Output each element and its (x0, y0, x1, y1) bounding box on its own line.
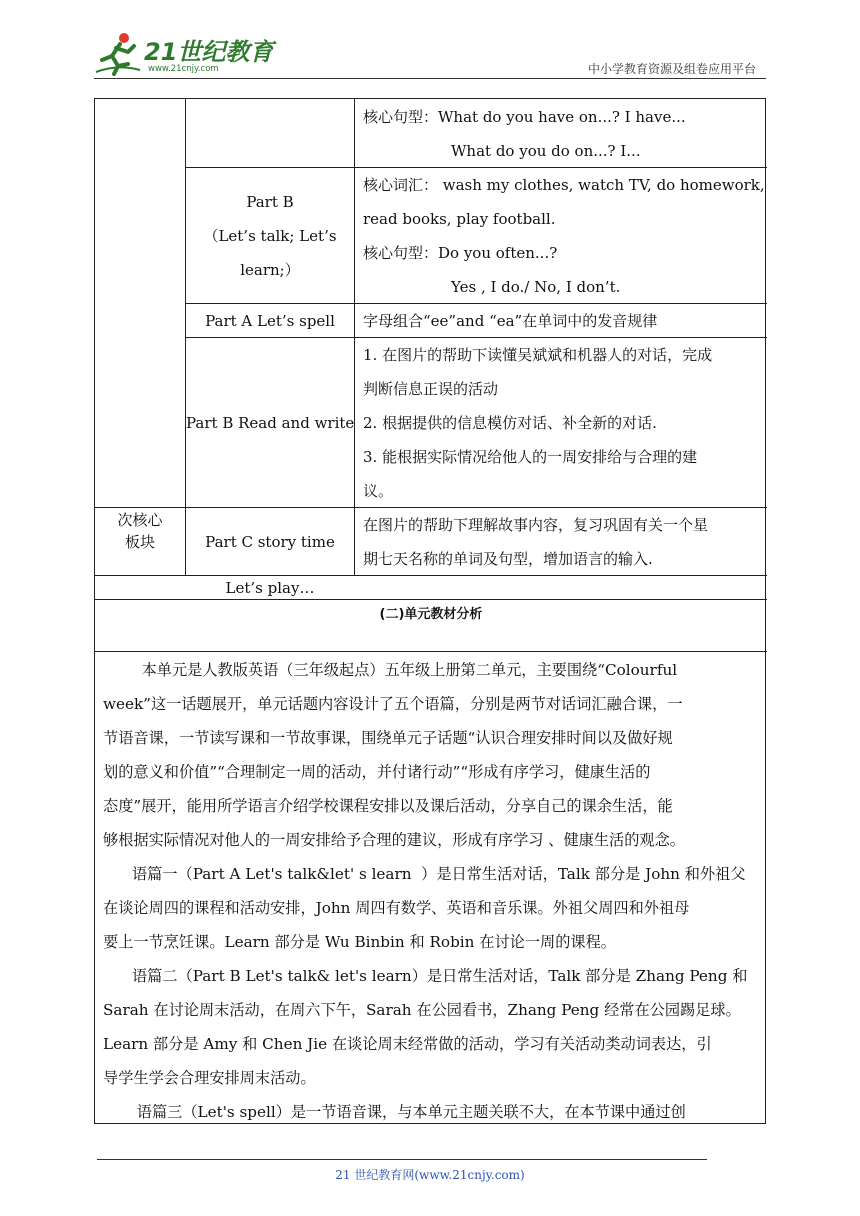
runner-logo-icon (94, 30, 142, 76)
footer-link[interactable]: 21 世纪教育网(www.21cnjy.com) (335, 1168, 525, 1182)
row5-part: Part C story time (205, 533, 335, 551)
row2-part-line3: learn;） (240, 261, 300, 279)
row3-part: Part A Let’s spell (205, 312, 335, 330)
page-header (0, 0, 860, 80)
row4-content-1: 1. 在图片的帮助下读懂吴斌斌和机器人的对话，完成 (363, 346, 713, 364)
analysis-line: 要上一节烹饪课。Learn 部分是 Wu Binbin 和 Robin 在讨论一周的课程。 (103, 933, 616, 951)
analysis-line: 节语音课，一节读写课和一节故事课，围绕单元子话题“认识合理安排时间以及做好规 (103, 729, 673, 747)
row3-content: 字母组合“ee”and “ea”在单词中的发音规律 (363, 312, 658, 330)
section-title: (二)单元教材分析 (379, 607, 483, 622)
row-divider (185, 303, 767, 304)
row4-content-5: 议。 (363, 482, 394, 500)
row1-line2: What do you do on...? I... (451, 142, 641, 160)
row5-content-1: 在图片的帮助下理解故事内容，复习巩固有关一个星 (363, 516, 709, 534)
row4-part: Part B Read and write (186, 414, 355, 432)
row2-part-line2: （Let’s talk; Let’s (203, 227, 337, 245)
row-divider (185, 337, 767, 338)
row4-content-4: 3. 能根据实际情况给他人的一周安排给与合理的建 (363, 448, 698, 466)
row5-content-2: 期七天名称的单词及句型，增加语言的输入. (363, 550, 653, 568)
row2-content-3: 核心句型：Do you often...? (363, 244, 558, 262)
logo-url: www.21cnjy.com (148, 64, 219, 74)
analysis-line: week”这一话题展开，单元话题内容设计了五个语篇，分别是两节对话词汇融合课，一 (103, 695, 683, 713)
row5-category-line1: 次核心 (117, 511, 163, 529)
row2-content-2: read books, play football. (363, 210, 556, 228)
row-divider (185, 167, 767, 168)
row-divider (95, 599, 767, 600)
row2-content-4: Yes , I do./ No, I don’t. (451, 278, 621, 296)
analysis-line: 导学生学会合理安排周末活动。 (103, 1069, 316, 1087)
row2-content-1: 核心词汇： wash my clothes, watch TV, do homework, (363, 176, 765, 194)
analysis-line: 态度”展开，能用所学语言介绍学校课程安排以及课后活动，分享自己的课余生活，能 (103, 797, 673, 815)
analysis-line: 语篇三（Let's spell）是一节语音课，与本单元主题关联不大，在本节课中通过创 (103, 1103, 686, 1121)
header-divider (94, 78, 766, 79)
row2-part-line1: Part B (246, 193, 294, 211)
row4-content-3: 2. 根据提供的信息模仿对话、补全新的对话. (363, 414, 657, 432)
row-divider (95, 507, 767, 508)
analysis-paragraph (103, 653, 759, 1129)
analysis-line: 语篇一（Part A Let's talk&let' s learn ）是日常生活对话，Talk 部分是 John 和外祖父 (103, 865, 746, 883)
analysis-line: 划的意义和价值”“合理制定一周的活动，并付诸行动”“形成有序学习，健康生活的 (103, 763, 651, 781)
analysis-line: Learn 部分是 Amy 和 Chen Jie 在谈论周末经常做的活动，学习有关活动类动词表达，引 (103, 1035, 712, 1053)
analysis-line: 本单元是人教版英语（三年级起点）五年级上册第二单元，主要围绕“Colourful (103, 661, 678, 679)
row6-part: Let’s play… (225, 579, 315, 597)
row-divider (95, 651, 767, 652)
row-divider (95, 575, 767, 576)
platform-label: 中小学教育资源及组卷应用平台 (587, 62, 756, 76)
logo-text: 21世纪教育 (144, 38, 274, 66)
analysis-line: 在谈论周四的课程和活动安排，John 周四有数学、英语和音乐课。外祖父周四和外祖母 (103, 899, 690, 917)
row5-category-line2: 板块 (124, 533, 155, 551)
row4-content-2: 判断信息正误的活动 (363, 380, 499, 398)
unit-table (94, 98, 766, 1124)
analysis-line: Sarah 在讨论周末活动，在周六下午，Sarah 在公园看书，Zhang Peng 经常在公园踢足球。 (103, 1001, 741, 1019)
analysis-line: 语篇二（Part B Let's talk& let's learn）是日常生活对话，Talk 部分是 Zhang Peng 和 (103, 967, 748, 985)
site-logo[interactable] (94, 28, 274, 80)
footer-divider (97, 1159, 707, 1160)
analysis-line: 够根据实际情况对他人的一周安排给予合理的建议，形成有序学习 、健康生活的观念。 (103, 831, 685, 849)
row1-line1: 核心句型：What do you have on...? I have... (363, 108, 686, 126)
